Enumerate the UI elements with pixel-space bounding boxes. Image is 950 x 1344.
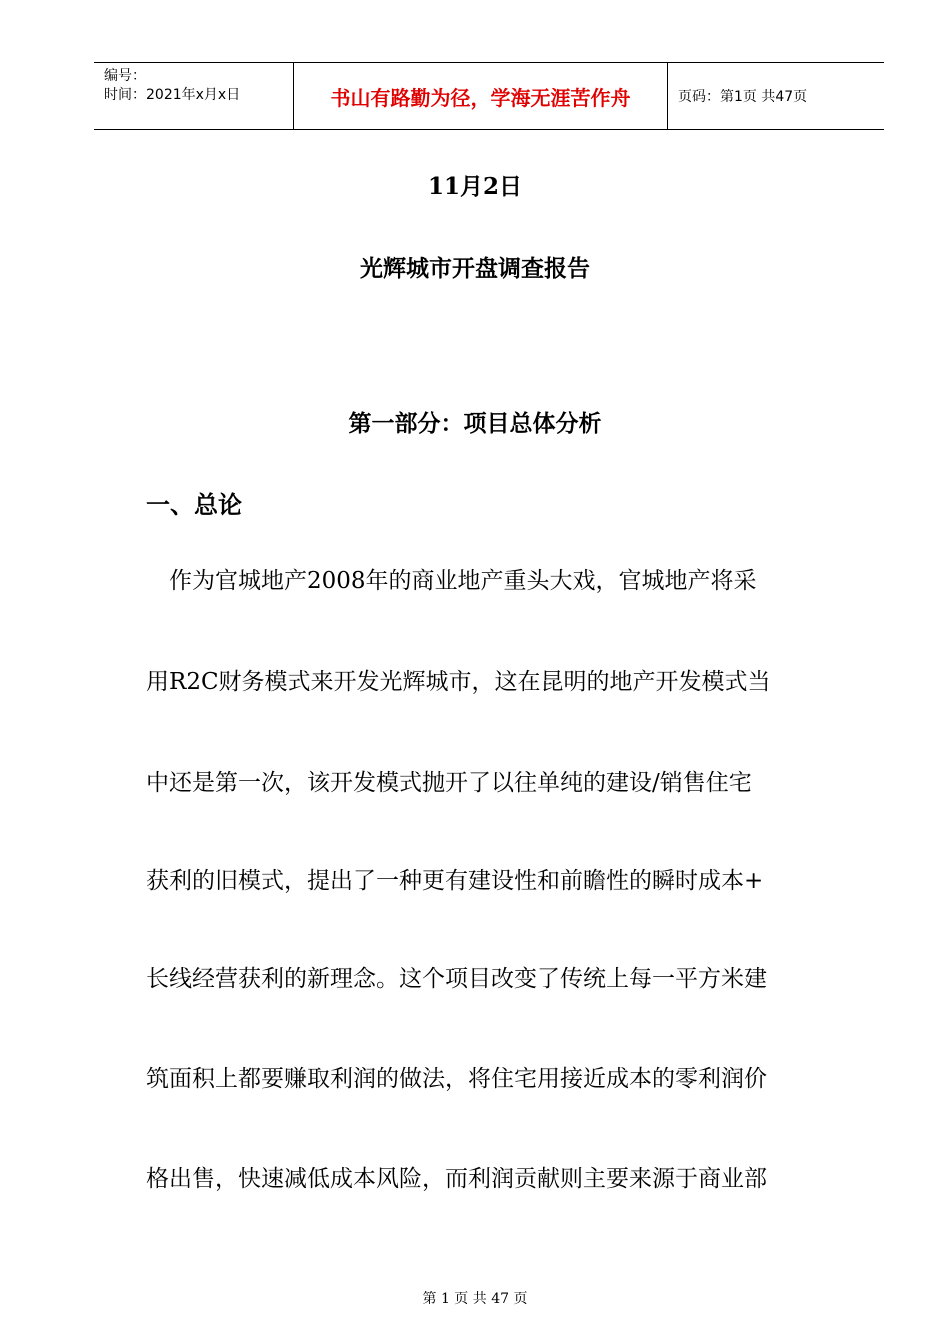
paragraph-line-3: 中还是第一次，该开发模式抛开了以往单纯的建设/销售住宅 bbox=[146, 770, 752, 796]
document-date: 11月2日 bbox=[427, 173, 522, 200]
section-heading: 一、总论 bbox=[146, 490, 242, 519]
paragraph-line-1: 作为官城地产2008年的商业地产重头大戏，官城地产将采 bbox=[146, 568, 757, 594]
page-header bbox=[94, 62, 884, 130]
document-title: 光辉城市开盘调查报告 bbox=[360, 255, 590, 282]
page-footer: 第 1 页 共 47 页 bbox=[422, 1291, 528, 1307]
paragraph-line-2: 用R2C财务模式来开发光辉城市，这在昆明的地产开发模式当 bbox=[146, 669, 771, 695]
paragraph-line-5: 长线经营获利的新理念。这个项目改变了传统上每一平方米建 bbox=[146, 966, 767, 992]
paragraph-line-7: 格出售，快速减低成本风险，而利润贡献则主要来源于商业部 bbox=[146, 1166, 767, 1192]
header-meta bbox=[94, 63, 294, 129]
header-number-label: 编号： bbox=[104, 68, 146, 84]
part-title: 第一部分：项目总体分析 bbox=[348, 410, 602, 437]
header-motto: 书山有路勤为径，学海无涯苦作舟 bbox=[294, 63, 668, 129]
header-time-label: 时间：2021年x月x日 bbox=[104, 87, 241, 103]
paragraph-line-4: 获利的旧模式，提出了一种更有建设性和前瞻性的瞬时成本+ bbox=[146, 868, 764, 894]
paragraph-line-6: 筑面积上都要赚取利润的做法，将住宅用接近成本的零利润价 bbox=[146, 1066, 767, 1092]
header-page-info: 页码：第1页 共47页 bbox=[678, 89, 808, 105]
